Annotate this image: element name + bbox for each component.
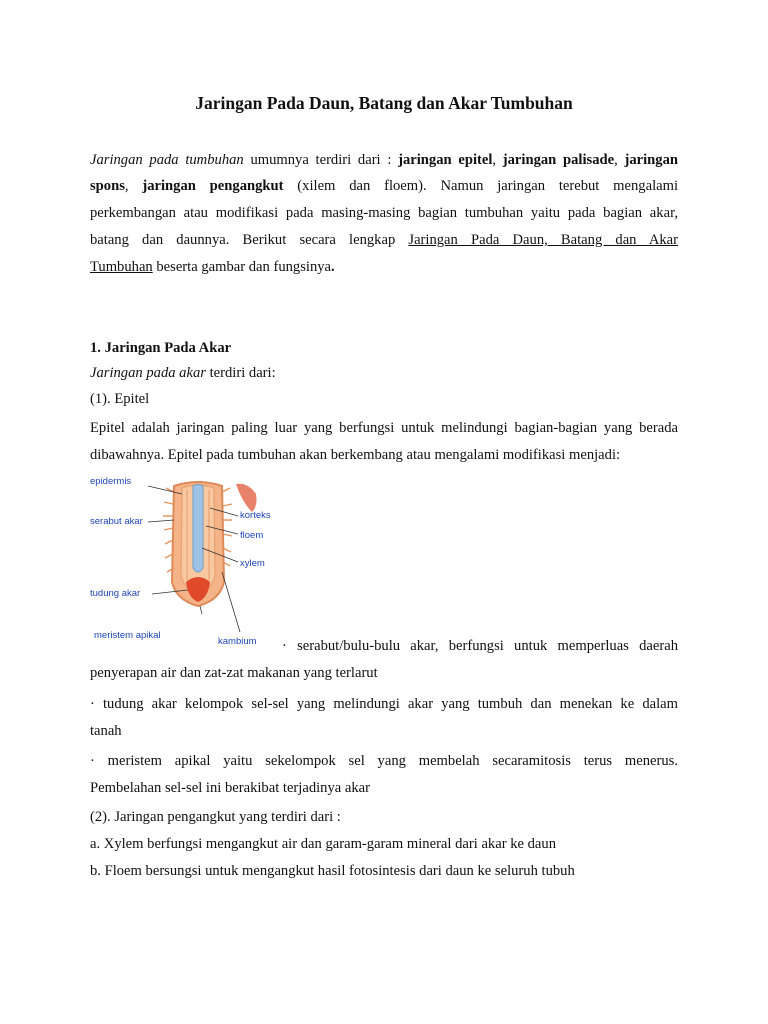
article-link[interactable]: Jaringan Pada Daun, Batang dan Akar [408, 232, 678, 248]
bullet-tudung-line-2: tanah [90, 723, 122, 739]
item-xylem: a. Xylem berfungsi mengangkut air dan garam-garam mineral dari akar ke daun [90, 836, 557, 852]
intro-line-3: perkembangan atau modifikasi pada masing-masing bagian tumbuhan yaitu pada bagian akar, [90, 205, 678, 221]
label-meristem-apikal: meristem apikal [94, 630, 161, 641]
section-heading: 1. Jaringan Pada Akar [90, 340, 232, 356]
epitel-line-2: dibawahnya. Epitel pada tumbuhan akan berkembang atau mengalami modifikasi menjadi: [90, 447, 621, 463]
label-korteks: korteks [240, 510, 271, 521]
bullet-serabut-line-2: penyerapan air dan zat-zat makanan yang terlarut [90, 665, 378, 681]
label-floem: floem [240, 530, 264, 541]
epitel-line-1: Epitel adalah jaringan paling luar yang berfungsi untuk melindungi bagian-bagian yang berada [90, 420, 678, 436]
article-link-cont[interactable]: Tumbuhan [90, 259, 153, 275]
item-pengangkut: (2). Jaringan pengangkut yang terdiri dari : [90, 809, 341, 825]
section-subheading: Jaringan pada akar terdiri dari: [90, 365, 276, 381]
label-serabut-akar: serabut akar [90, 516, 143, 527]
intro-line-2: spons, jaringan pengangkut (xilem dan floem). Namun jaringan terebut mengalami [90, 178, 679, 194]
item-floem: b. Floem bersungsi untuk mengangkut hasil fotosintesis dari daun ke seluruh tubuh [90, 863, 575, 879]
intro-line-4: batang dan daunnya. Berikut secara lengkap Jaringan Pada Daun, Batang dan Akar [90, 232, 678, 248]
label-xylem: xylem [240, 558, 265, 569]
root-xylem-shape [193, 485, 203, 573]
bullet-meristem-line-1: · meristem apikal yaitu sekelompok sel yang membelah secaramitosis terus menerus. [90, 753, 678, 769]
bullet-meristem-line-2: Pembelahan sel-sel ini berakibat terjadinya akar [90, 780, 371, 796]
root-diagram [90, 472, 290, 652]
label-tudung-akar: tudung akar [90, 588, 141, 599]
item-epitel: (1). Epitel [90, 391, 150, 407]
bullet-serabut-line-1: · serabut/bulu-bulu akar, berfungsi untuk memperluas daerah [282, 638, 678, 654]
intro-line-5: Tumbuhan beserta gambar dan fungsinya. [90, 259, 335, 275]
intro-line-1: Jaringan pada tumbuhan umumnya terdiri dari : jaringan epitel, jaringan palisade, jaringan [90, 152, 678, 168]
bullet-tudung-line-1: · tudung akar kelompok sel-sel yang melindungi akar yang tumbuh dan menekan ke dalam [90, 696, 678, 712]
label-epidermis: epidermis [90, 476, 132, 487]
label-kambium: kambium [218, 636, 257, 647]
page-title: Jaringan Pada Daun, Batang dan Akar Tumbuhan [195, 93, 573, 113]
root-fragment-shape [236, 484, 257, 512]
